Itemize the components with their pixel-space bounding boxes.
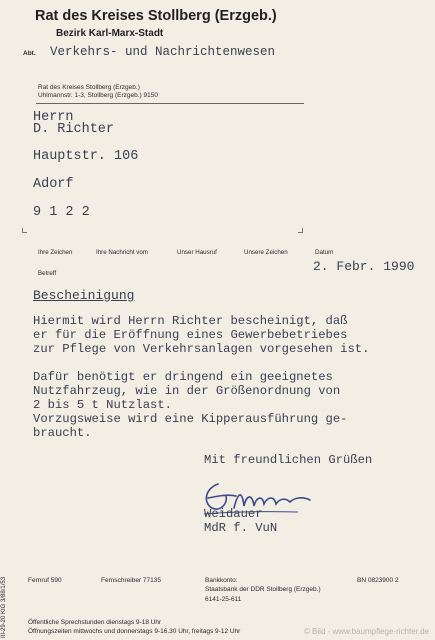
window-corner-left [22, 228, 27, 233]
letterhead-subtitle: Bezirk Karl-Marx-Stadt [56, 28, 164, 39]
paragraph1-line: zur Pflege von Verkehrsanlagen vorgesehen ist. [33, 342, 370, 356]
department-label: Abt. [23, 50, 36, 57]
watermark: © Bild - www.baumpflege-richter.de [303, 627, 429, 636]
ref-betreff: Betreff [38, 270, 57, 277]
signature-name: Weidauer [204, 507, 263, 521]
ref-unsere-zeichen: Unsere Zeichen [244, 249, 288, 256]
ref-datum: Datum [315, 249, 334, 256]
recipient-salutation: Herrn [33, 110, 74, 125]
footer-account: 6141-25-611 [205, 596, 242, 603]
paragraph1-line: er für die Eröffnung eines Gewerbebetriebes [33, 328, 348, 342]
paragraph2-line: braucht. [33, 426, 92, 440]
letter-subject: Bescheinigung [33, 288, 135, 303]
paragraph1-line: Hiermit wird Herrn Richter bescheinigt, daß [33, 314, 348, 328]
recipient-street: Hauptstr. 106 [33, 149, 139, 164]
footer-bank-name: Staatsbank der DDR Stollberg (Erzgeb.) [205, 586, 321, 593]
paragraph2-line: Nutzfahrzeug, wie in der Größenordnung von [33, 384, 341, 398]
closing-greeting: Mit freundlichen Grüßen [204, 453, 373, 467]
footer-hours-1: Öffentliche Sprechstunden dienstags 9-18 Uhr [28, 619, 162, 626]
signature-title: MdR f. VuN [204, 521, 278, 535]
paragraph2-line: Vorzugsweise wird eine Kipperausführung ge- [33, 412, 348, 426]
footer-fernruf: Fernruf 590 [28, 577, 62, 584]
paragraph2-line: Dafür benötigt er dringend ein geeignetes [33, 370, 333, 384]
ref-ihre-zeichen: Ihre Zeichen [38, 249, 73, 256]
letterhead-title: Rat des Kreises Stollberg (Erzgeb.) [35, 8, 277, 24]
recipient-city: Adorf [33, 177, 74, 192]
sender-divider [36, 103, 304, 104]
recipient-postcode: 9 1 2 2 [33, 205, 90, 220]
footer-bn: BN 0823900 2 [357, 577, 399, 584]
sender-line-1: Rat des Kreises Stollberg (Erzgeb.) [38, 84, 140, 91]
window-corner-right [298, 228, 303, 233]
department-name: Verkehrs- und Nachrichtenwesen [50, 45, 276, 59]
sender-line-2: Uhlmannstr. 1-3, Stollberg (Erzgeb.) 9150 [38, 92, 158, 99]
footer-hours-2: Öffnungszeiten mittwochs und donnerstags 9-16.30 Uhr, freitags 9-12 Uhr [28, 628, 241, 635]
footer-bankkonto-label: Bankkonto: [205, 577, 238, 584]
recipient-name: D. Richter [33, 122, 115, 137]
letter-date: 2. Febr. 1990 [313, 259, 415, 274]
ref-ihre-nachricht: Ihre Nachricht vom [96, 249, 148, 256]
ref-unser-hausruf: Unser Hausruf [177, 249, 217, 256]
paragraph2-line: 2 bis 5 t Nutzlast. [33, 398, 172, 412]
side-print-code: III-29-20 KIG 3/88/1/53 [1, 576, 7, 638]
footer-fernschreiber: Fernschreiber 77135 [101, 577, 161, 584]
